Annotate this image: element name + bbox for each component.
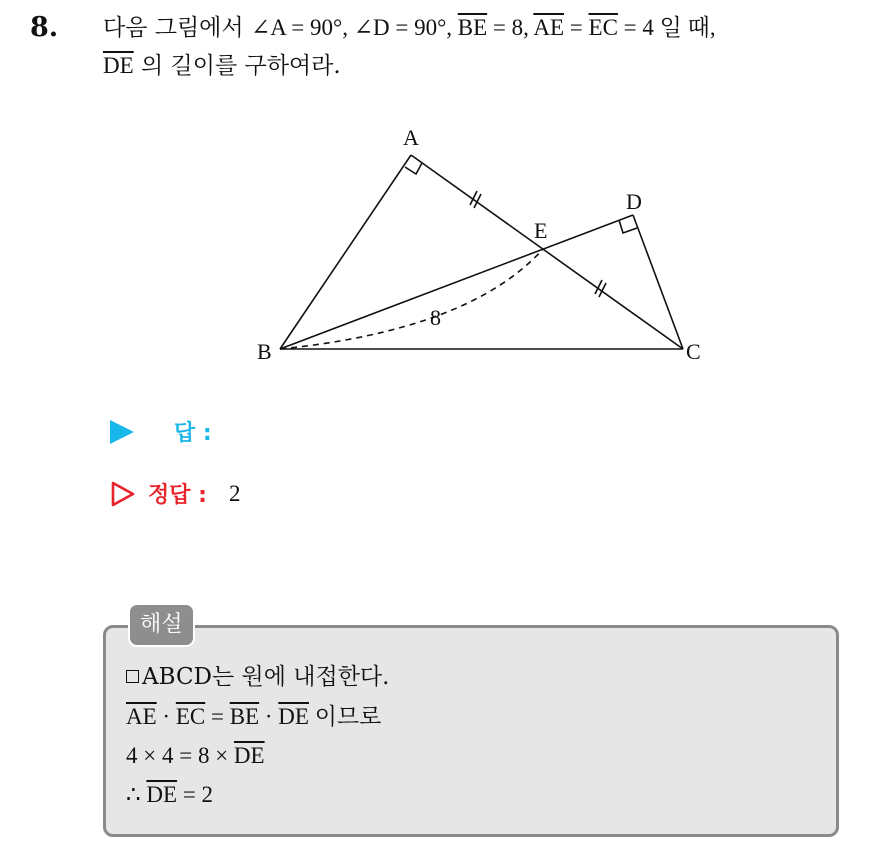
label-a: A [403, 125, 419, 150]
angle-d-condition: ∠D = 90°, [353, 15, 458, 40]
therefore-symbol: ∴ [126, 782, 147, 807]
answer-row [110, 416, 212, 447]
label-c: C [686, 339, 701, 364]
segment-ac-line [411, 155, 683, 349]
segment-dc-line [633, 215, 683, 349]
sol-segment-be: $\overline{BE}$ [229, 704, 260, 729]
segment-de: $\overline{DE}$ [103, 53, 134, 78]
question-ask: 의 길이를 구하여라. [133, 53, 341, 79]
segment-ec: $\overline{EC}$ [588, 15, 618, 40]
label-be-length: 8 [430, 305, 441, 330]
sol-segment-de: $\overline{DE}$ [278, 704, 309, 729]
sol-line-3-de: $\overline{DE}$ [233, 743, 265, 768]
sol-dot-2: · [259, 704, 279, 729]
sol-line-4-de: $\overline{DE}$ [146, 782, 178, 807]
sol-dot-1: · [156, 704, 176, 729]
sol-segment-ec: $\overline{EC}$ [175, 704, 206, 729]
solution-line-3 [126, 741, 265, 771]
correct-answer-value: 2 [228, 480, 241, 506]
ec-value: = 4 일 때, [617, 15, 716, 40]
solution-line-1-text: ABCD는 원에 내접한다. [142, 664, 390, 690]
answer-label: 답 : [174, 421, 212, 446]
correct-answer-label: 정답 : [148, 483, 207, 508]
angle-a-condition: ∠A = 90°, [250, 15, 354, 40]
label-d: D [626, 189, 642, 214]
question-intro: 다음 그림에서 [103, 15, 251, 41]
segment-ae: $\overline{AE}$ [533, 15, 565, 40]
segment-ab-line [280, 155, 411, 349]
segment-bd-line [280, 215, 633, 349]
right-angle-mark-d [619, 220, 637, 233]
solution-tag: 해설 [128, 603, 195, 647]
outline-triangle-icon [110, 481, 136, 507]
square-icon [126, 670, 139, 683]
segment-be: $\overline{BE}$ [457, 15, 488, 40]
equals-sign: = [564, 15, 589, 40]
sol-line-2-tail: 이므로 [308, 704, 382, 729]
solution-line-2 [126, 702, 381, 732]
solution-line-1 [126, 662, 389, 692]
question-number: 8. [30, 12, 59, 43]
be-value: = 8, [487, 15, 534, 40]
sol-segment-ae: $\overline{AE}$ [126, 704, 157, 729]
right-angle-mark-a [405, 163, 422, 174]
sol-equals: = [205, 704, 230, 729]
correct-answer-row [110, 478, 240, 509]
solution-line-4 [126, 780, 213, 810]
play-triangle-icon [110, 420, 134, 444]
sol-line-4-rhs: = 2 [177, 782, 214, 807]
sol-line-3-lhs: 4 × 4 = 8 × [126, 743, 234, 768]
label-e: E [534, 218, 548, 243]
label-b: B [257, 339, 272, 364]
